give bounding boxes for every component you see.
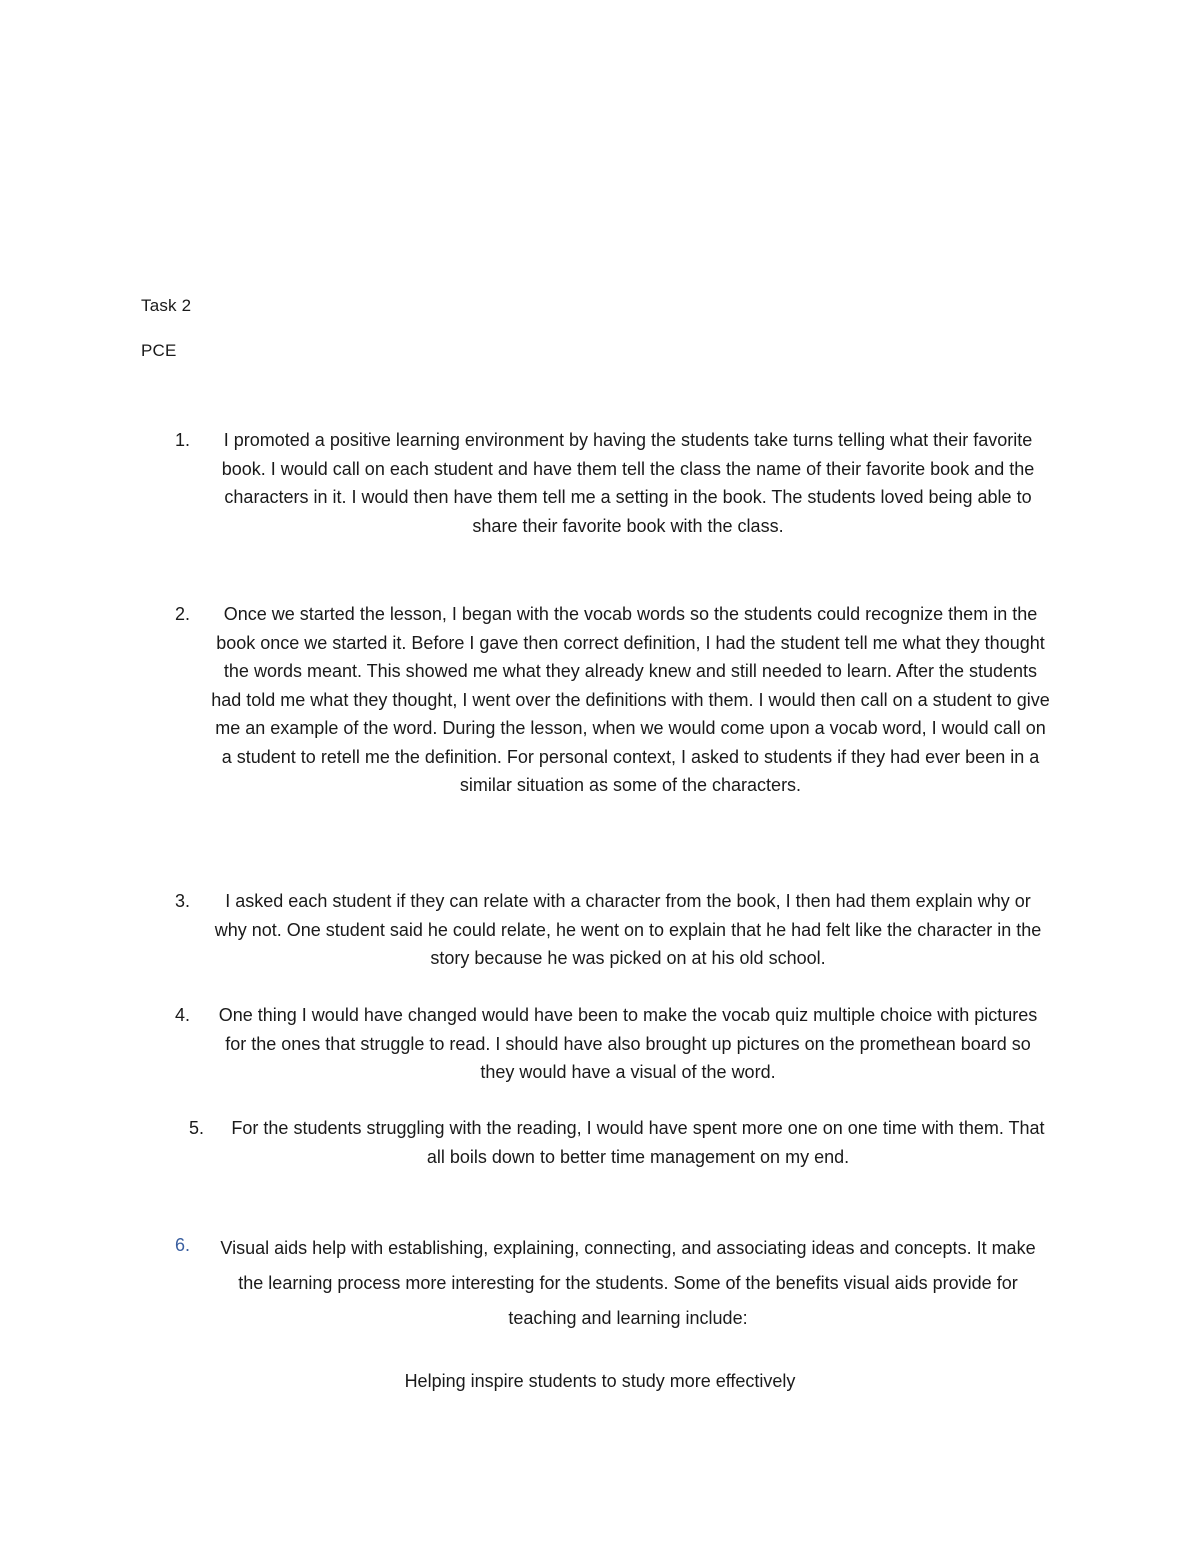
list-number: 3. — [174, 891, 190, 911]
list-item-text: I promoted a positive learning environment by having the students take turns telling what their favorite book. I would call on each student and have them tell the class the name of their favorite book and the characters in it. I would then have them tell me a setting in the book. The students loved being able to share their favorite book with the class. — [221, 430, 1035, 536]
list-item — [150, 1001, 1125, 1087]
list-item-text: For the students struggling with the reading, I would have spent more one on one time with them. That all boils down to better time management on my end. — [231, 1118, 1045, 1167]
list-item-text: One thing I would have changed would have been to make the vocab quiz multiple choice with pictures for the ones that struggle to read. I should have also brought up pictures on the promethean board so they would have a visual of the word. — [218, 1005, 1038, 1082]
list-item — [150, 887, 1125, 973]
document-subtitle: PCE — [141, 341, 177, 360]
list-item — [150, 426, 1125, 540]
list-item — [150, 1231, 1125, 1336]
list-item-text: Once we started the lesson, I began with the vocab words so the students could recognize them in the book once we started it. Before I gave then correct definition, I had the student tell me what they thought the words meant. This showed me what they already knew and still needed to learn. After the students had told me what they thought, I went over the definitions with them. I would then call on a student to give me an example of the word. During the lesson, when we would come upon a vocab word, I would call on a student to retell me the definition. For personal context, I asked to students if they had ever been in a similar situation as some of the characters. — [211, 604, 1050, 795]
list-item — [150, 600, 1125, 800]
list-number: 4. — [174, 1005, 190, 1025]
list-number: 5. — [188, 1118, 204, 1138]
list-item-text: I asked each student if they can relate with a character from the book, I then had them explain why or why not. One student said he could relate, he went on to explain that he had felt like the character in the story because he was picked on at his old school. — [214, 891, 1042, 968]
list-item-text: Visual aids help with establishing, explaining, connecting, and associating ideas and concepts. It make the learning process more interesting for the students. Some of the benefits visual aids provide for teaching and learning include: — [220, 1238, 1036, 1328]
list-number: 6. — [174, 1235, 190, 1255]
closing-line: Helping inspire students to study more effectively — [404, 1371, 796, 1391]
list-number: 2. — [174, 604, 190, 624]
task-label: Task 2 — [141, 296, 192, 315]
list-number: 1. — [174, 430, 190, 450]
list-item — [150, 1114, 1125, 1171]
